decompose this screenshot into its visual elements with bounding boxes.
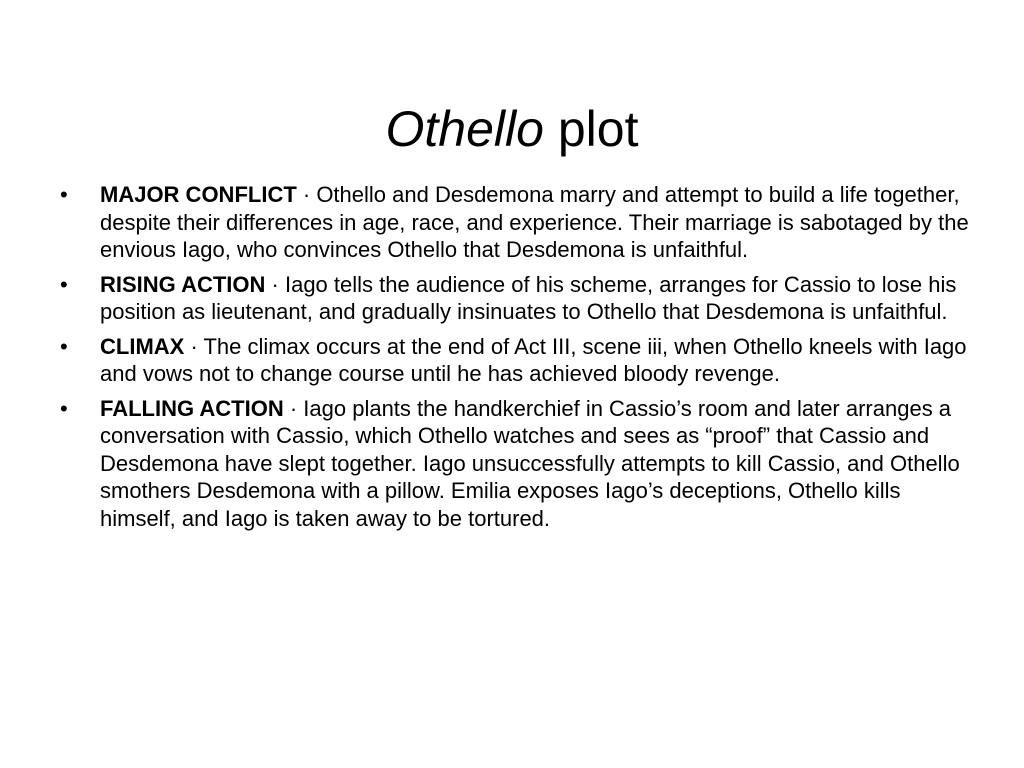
bullet-climax [60, 333, 980, 388]
bullet-text: · Othello and Desdemona marry and attempt to build a life together, despite their differences in age, race, and experience. Their marriage is sabotaged by the envious Iago, who convinces Othello that Desdemona is unfaithful. [100, 182, 969, 262]
bullet-text: · The climax occurs at the end of Act III, scene iii, when Othello kneels with Iago and vows not to change course until he has achieved bloody revenge. [100, 333, 967, 386]
bullet-dot-icon: • [60, 333, 68, 359]
slide-title [0, 96, 1024, 162]
bullet-term: CLIMAX [100, 333, 185, 359]
bullet-term: MAJOR CONFLICT [100, 182, 297, 207]
bullet-dot-icon: • [60, 395, 68, 421]
bullet-major-conflict [60, 181, 980, 264]
slide-title-rest: plot [543, 100, 639, 157]
bullet-text: · Iago tells the audience of his scheme, arranges for Cassio to lose his position as lieutenant, and gradually insinuates to Othello that Desdemona is unfaithful. [100, 271, 957, 324]
bullet-list [60, 181, 980, 539]
bullet-term: RISING ACTION [100, 271, 266, 297]
bullet-dot-icon: • [60, 182, 68, 207]
bullet-falling-action [60, 395, 980, 533]
bullet-dot-icon: • [60, 271, 68, 297]
bullet-rising-action [60, 271, 980, 326]
slide-title-italic: Othello [385, 100, 544, 157]
bullet-term: FALLING ACTION [100, 395, 284, 421]
bullet-text: · Iago plants the handkerchief in Cassio’s room and later arranges a conversation with Cassio, which Othello watches and sees as “proof” that Cassio and Desdemona have slept together. Iago unsuccessfully attempts to kill Cassio, and Othello smothers Desdemona with a pillow. Emilia exposes Iago’s deceptions, Othello kills himself, and Iago is taken away to be tortured. [100, 395, 960, 531]
